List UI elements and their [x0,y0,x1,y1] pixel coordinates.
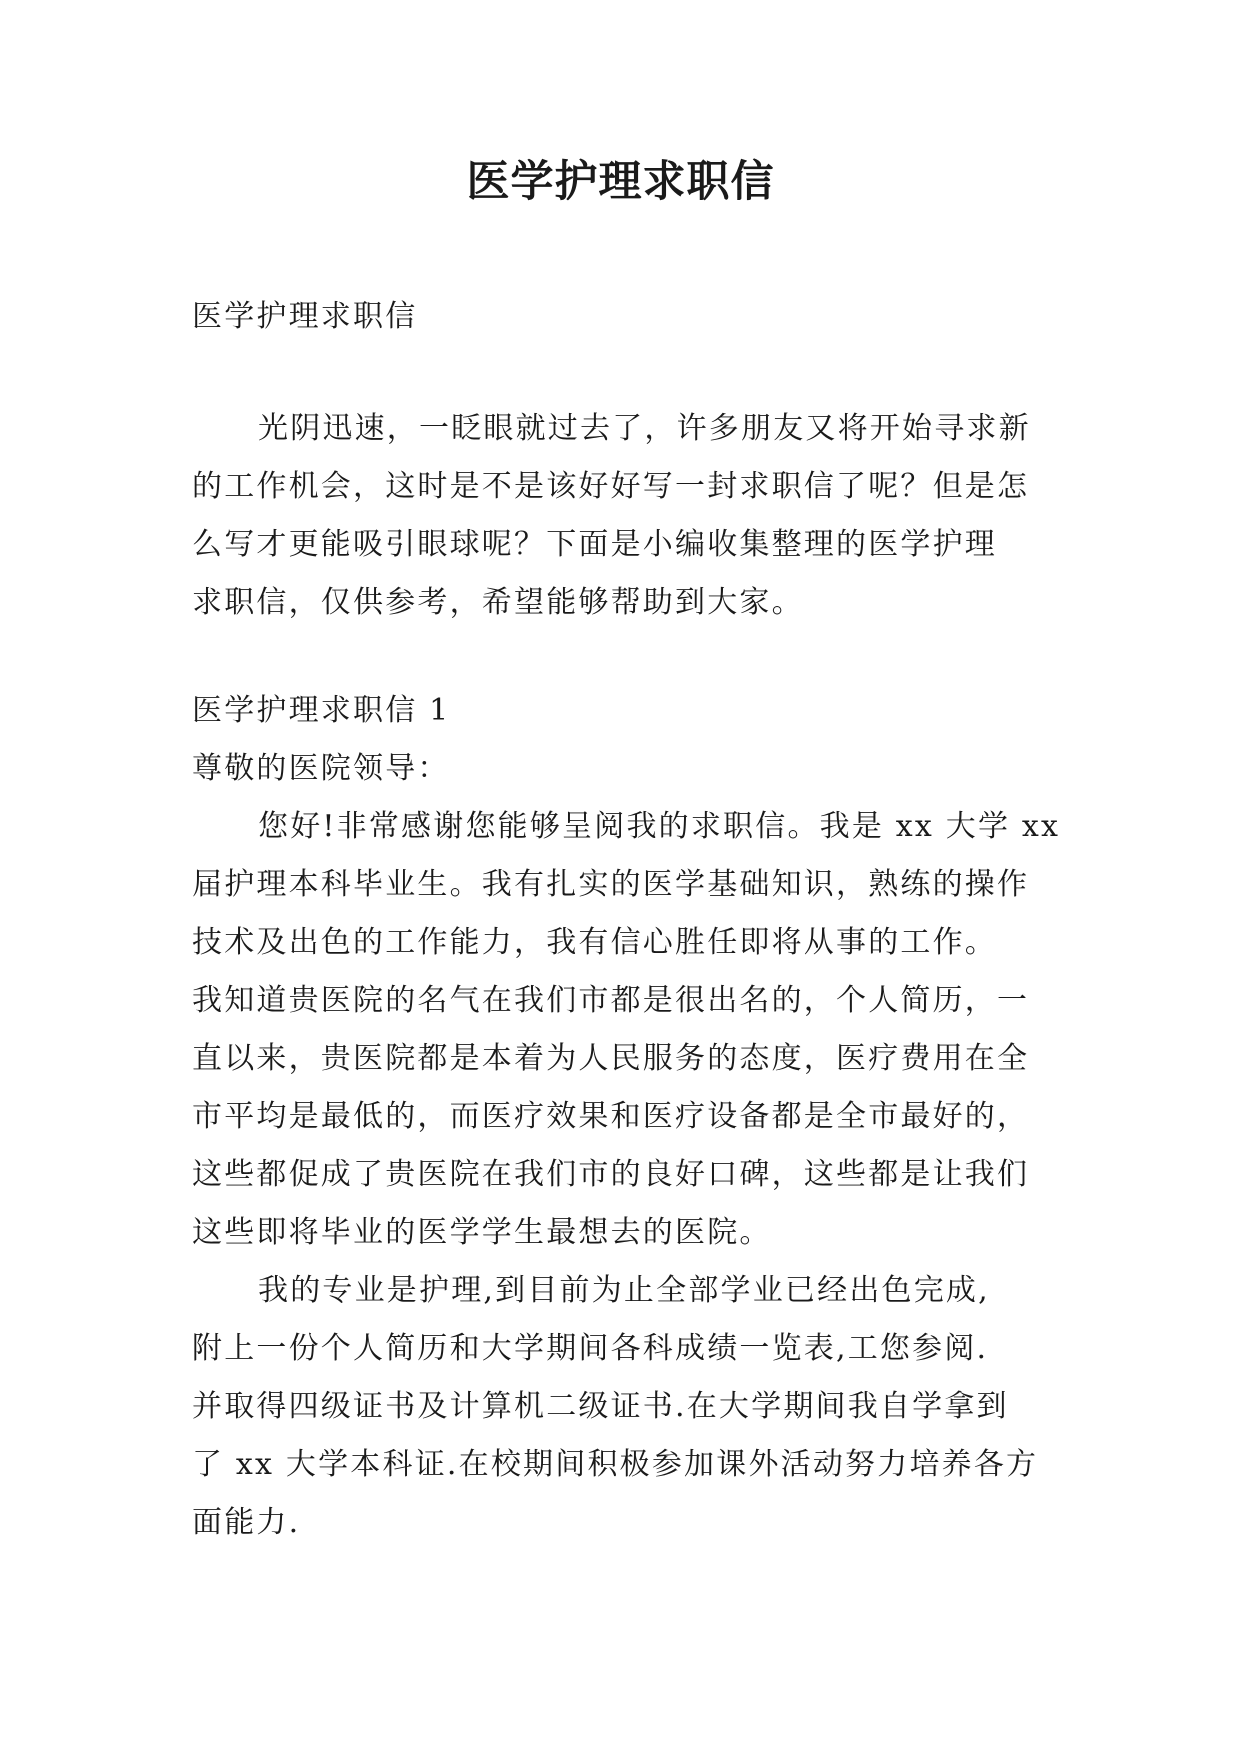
spacer [192,632,1072,682]
paragraph-line: 市平均是最低的，而医疗效果和医疗设备都是全市最好的， [192,1099,1030,1134]
section-heading: 医学护理求职信 1 [192,693,451,728]
document-body [192,288,1072,1552]
subtitle: 医学护理求职信 [192,299,418,334]
intro-line: 的工作机会，这时是不是该好好写一封求职信了呢？但是怎 [192,469,1030,504]
paragraph-line: 附上一份个人简历和大学期间各科成绩一览表,工您参阅. [192,1331,989,1366]
paragraph-line: 我的专业是护理,到目前为止全部学业已经出色完成, [258,1273,990,1308]
intro-line: 么写才更能吸引眼球呢？下面是小编收集整理的医学护理 [192,527,997,562]
paragraph-line: 面能力. [192,1505,301,1540]
paragraph-line: 这些都促成了贵医院在我们市的良好口碑，这些都是让我们 [192,1157,1030,1192]
intro-paragraph [192,400,1072,632]
paragraph-line: 了 xx 大学本科证.在校期间积极参加课外活动努力培养各方 [192,1447,1039,1482]
paragraph-line: 您好!非常感谢您能够呈阅我的求职信。我是 xx 大学 xx [258,809,1061,844]
paragraph-line: 这些即将毕业的医学学生最想去的医院。 [192,1215,772,1250]
paragraph-2 [192,1262,1072,1552]
paragraph-line: 届护理本科毕业生。我有扎实的医学基础知识，熟练的操作 [192,867,1030,902]
spacer [192,346,1072,400]
paragraph-line: 我知道贵医院的名气在我们市都是很出名的，个人简历，一 [192,983,1030,1018]
intro-line: 求职信，仅供参考，希望能够帮助到大家。 [192,585,804,620]
paragraph-line: 直以来，贵医院都是本着为人民服务的态度，医疗费用在全 [192,1041,1030,1076]
document-title: 医学护理求职信 [466,157,775,207]
paragraph-line: 并取得四级证书及计算机二级证书.在大学期间我自学拿到 [192,1389,1009,1424]
paragraph-1 [192,798,1072,1262]
intro-line: 光阴迅速，一眨眼就过去了，许多朋友又将开始寻求新 [258,411,1031,446]
paragraph-line: 技术及出色的工作能力，我有信心胜任即将从事的工作。 [192,925,997,960]
salutation: 尊敬的医院领导： [192,751,450,786]
